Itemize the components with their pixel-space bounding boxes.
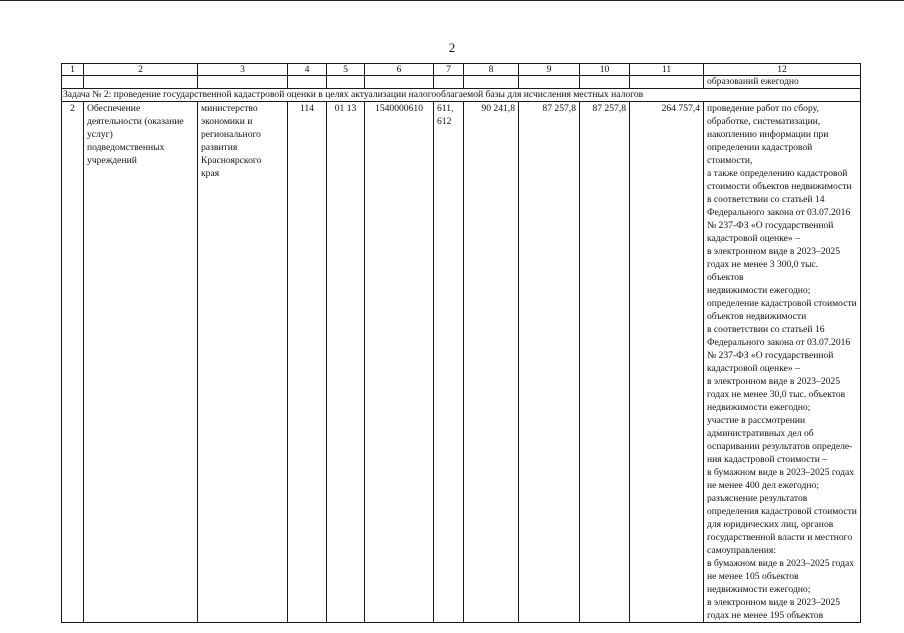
csr-code: 1540000610 xyxy=(365,102,434,623)
program-activities-table xyxy=(61,63,861,623)
column-number: 4 xyxy=(288,64,327,76)
column-number-row xyxy=(62,64,861,76)
page-number: 2 xyxy=(448,40,456,55)
column-number: 10 xyxy=(580,64,630,76)
column-number: 9 xyxy=(519,64,580,76)
rzpr-code: 01 13 xyxy=(327,102,365,623)
task-heading: Задача № 2: проведение государственной кадастровой оценки в целях актуализации налогооблагаемой базы для исчисления местных налогов xyxy=(62,89,861,102)
column-number: 7 xyxy=(434,64,464,76)
column-number: 6 xyxy=(365,64,434,76)
continuation-text: образований ежегодно xyxy=(704,76,861,89)
grbs-code: 114 xyxy=(288,102,327,623)
task-row xyxy=(62,89,861,102)
column-number: 11 xyxy=(630,64,704,76)
row-number: 2 xyxy=(62,102,84,623)
vr-code: 611, 612 xyxy=(434,102,464,623)
expected-result: проведение работ по сбору, обработке, систематизации, накоплению информации при определении кадастровой стоимости, а также определению кадастровой стоимости объектов недвижимости в соответствии со статьей 14 Федерального закона от 03.07.2016 № 237-ФЗ «О государственной кадастровой оценке» – в электронном виде в 2023–2025 годах не менее 3 300,0 тыс. объектов недвижимости ежегодно; определение кадастровой стоимости объектов недвижимости в соответствии со статьей 16 Федерального закона от 03.07.2016 № 237-ФЗ «О государственной кадастровой оценке» – в электронном виде в 2023–2025 годах не менее 30,0 тыс. объектов недвижимости ежегодно; участие в рассмотрении административных дел об оспаривании результатов определе- ния кадастровой стоимости – в бумажном виде в 2023–2025 годах не менее 400 дел ежегодно; разъяснение результатов определения кадастровой стоимости для юридических лиц, органов государственной власти и местного самоуправления: в бумажном виде в 2023–2025 годах не менее 105 объектов недвижимости ежегодно; в электронном виде в 2023–2025 годах не менее 195 объектов xyxy=(704,102,861,623)
column-number: 12 xyxy=(704,64,861,76)
amount-2023: 90 241,8 xyxy=(464,102,519,623)
amount-total: 264 757,4 xyxy=(630,102,704,623)
column-number: 2 xyxy=(84,64,198,76)
column-number: 3 xyxy=(198,64,288,76)
continuation-row xyxy=(62,76,861,89)
table-row xyxy=(62,102,861,623)
column-number: 5 xyxy=(327,64,365,76)
scan-top-edge xyxy=(0,0,904,1)
executor-name: министерство экономики и регионального развития Красноярского края xyxy=(198,102,288,623)
column-number: 8 xyxy=(464,64,519,76)
amount-2024: 87 257,8 xyxy=(519,102,580,623)
column-number: 1 xyxy=(62,64,84,76)
activity-name: Обеспечение деятельности (оказание услуг) подведомственных учреждений xyxy=(84,102,198,623)
amount-2025: 87 257,8 xyxy=(580,102,630,623)
